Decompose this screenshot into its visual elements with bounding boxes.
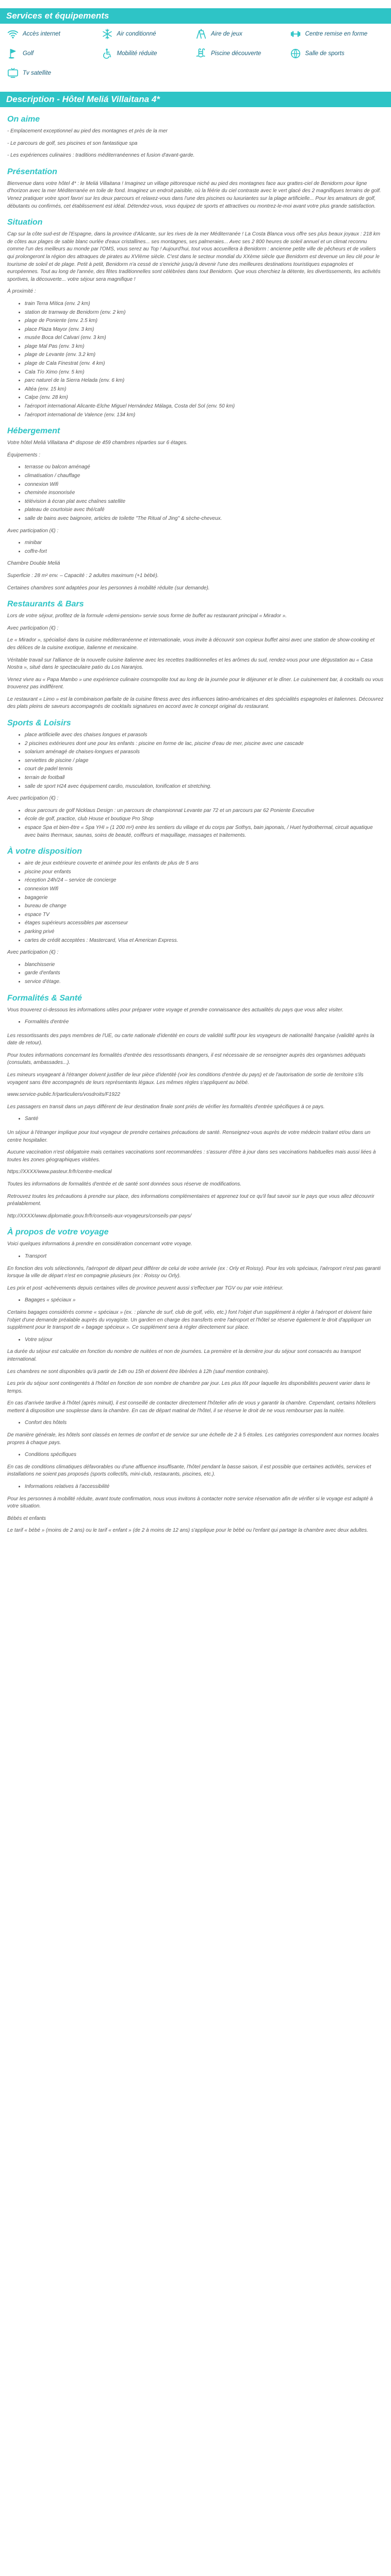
list-item: • réception 24h/24 – service de concierge — [25, 877, 384, 885]
dumbbell-icon — [290, 28, 301, 40]
paragraph: Un séjour à l'étranger implique pour tout voyageur de prendre certaines précautions de santé. Renseignez-vous auprès de votre médecin traitant et/ou dans un centre hospitalier. — [7, 1130, 370, 1143]
list-item: • cheminée insonorisée — [25, 489, 384, 497]
service-item — [7, 67, 102, 79]
list-item: • Votre séjour — [25, 1336, 384, 1344]
service-label: Aire de jeux — [211, 31, 242, 37]
service-label: Tv satellite — [23, 70, 51, 76]
paragraph: Cap sur la côte sud-est de l'Espagne, dans la province d'Alicante, sur les rives de la mer Méditerranée ! La Costa Blanca vous offre ses plus beaux joyaux : 218 km de côtes aux plages de sable blanc ourlée d'eaux cristallines... ses montagnes, ses palmeraies... Avec ses 2 800 heures de soleil annuel et un climat reconnu comme l'un des meilleurs au monde par l'OMS, vous serez au Top ! Aujourd'hui, tout vous accueillera à Benidorm : ancienne petite ville de pêcheurs et de voiliers qui prolongeront la région des attraques de pirates au XVIème siècle. C'est dans le secteur mondial du XXème siècle que Benidorm est devenue un lieu clé pour le tourisme de soleil et de plage. Petit à petit, Benidorm n'a cessé de s'enrichir jusqu'à devenir l'une des meilleures destinations touristiques espagnoles et européennes. Tout au long de l'année, des fêtes traditionnelles sont célébrées dans tout Benidorm. Que vous cherchiez la détente, les divertissements, les activités sportives, la découverte... votre séjour sera magnifique ! — [7, 231, 381, 282]
paragraph: Vous trouverez ci-dessous les informations utiles pour préparer votre voyage et prendre connaissance des actualités du pays que vous allez visiter. — [7, 1007, 344, 1013]
paragraph: Bébés et enfants — [7, 1515, 46, 1521]
snowflake-icon — [102, 28, 113, 40]
description-title: Description - Hôtel Meliá Villaitana 4* — [6, 94, 160, 104]
transport-list — [7, 1253, 384, 1261]
paid-sports-list — [7, 807, 384, 839]
equipment-list — [7, 464, 384, 522]
tv-icon — [7, 67, 19, 79]
paragraph: Venez vivre au « Papa Mambo » une expérience culinaire cosmopolite tout au long de la journée pour le déjeuner et le dîner. Le cuisinement bar, à cocktails ou vous trouverez pas indifférent. — [7, 676, 384, 690]
paragraph: De manière générale, les hôtels sont classés en termes de confort et de service sur une échelle de 2 à 5 étoiles. Les catégories correspondent aux normes locales propres à chaque pays. — [7, 1432, 379, 1446]
paragraph: - Le parcours de golf, ses piscines et son fantastique spa — [7, 140, 138, 146]
list-item: • train Terra Mítica (env. 2 km) — [25, 300, 384, 308]
list-item: • plateau de courtoisie avec thé/café — [25, 506, 384, 514]
service-item — [102, 47, 196, 60]
service-label: Centre remise en forme — [305, 31, 368, 37]
confort-list — [7, 1419, 384, 1427]
paragraph: Lors de votre séjour, profitez de la formule «demi-pension» servie sous forme de buffet au restaurant principal « Mirador ». — [7, 613, 287, 619]
list-item: • serviettes de piscine / plage — [25, 757, 384, 765]
list-item: • étages supérieurs accessibles par ascenseur — [25, 920, 384, 927]
list-item: • cartes de crédit acceptées : Mastercard, Visa et American Express. — [25, 937, 384, 945]
description-content — [0, 114, 391, 1535]
paragraph: Pour les personnes à mobilité réduite, avant toute confirmation, nous vous invitons à contacter notre service réservation afin de vérifier si le voyage est adapté à votre situation. — [7, 1496, 373, 1510]
list-item: • Santé — [25, 1115, 384, 1123]
list-item: • blanchisserie — [25, 961, 384, 969]
list-item: • station de tramway de Benidorm (env. 2 km) — [25, 309, 384, 317]
list-item: • Cala Tío Ximo (env. 5 km) — [25, 369, 384, 377]
list-item: • bureau de change — [25, 903, 384, 910]
paragraph: Avec participation (€) : — [7, 795, 59, 802]
conditions-list — [7, 1451, 384, 1459]
section-heading: On aime — [7, 115, 40, 124]
paragraph: En fonction des vols sélectionnés, l'aéroport de départ peut différer de celui de votre arrivée (ex : Orly et Roissy). Pour les vols spéciaux, l'aéroport n'est pas garanti lorsque la ville de départ n'est en compagnie plusieurs (ex : Roissy ou Orly). — [7, 1265, 381, 1279]
paragraph: Avec participation (€) : — [7, 528, 59, 534]
paragraph: Pour toutes informations concernant les formalités d'entrée des ressortissants étrangers, il est nécessaire de se renseigner auprès des organismes adéquats (consulats, ambassades...). — [7, 1052, 366, 1066]
infos-list — [7, 1483, 384, 1491]
list-item: • bagagerie — [25, 894, 384, 902]
service-item — [290, 28, 384, 40]
paragraph: - Les expériences culinaires : traditions méditerranéennes et fusion d'avant-garde. — [7, 152, 195, 159]
service-item — [7, 47, 102, 60]
bagages-list — [7, 1297, 384, 1304]
list-item: • piscine pour enfants — [25, 869, 384, 876]
section-heading: Situation — [7, 218, 43, 227]
list-item: • parking privé — [25, 928, 384, 936]
list-item: • école de golf, practice, club House et boutique Pro Shop — [25, 816, 384, 823]
paragraph: En cas de conditions climatiques défavorables ou d'une affluence insuffisante, l'hôtel pendant la basse saison, il est possible que certaines activités, services et installations ne soient pas proposés (sports collectifs, mini-club, restaurants, piscines, etc.). — [7, 1464, 371, 1478]
list-item: • espace Spa et bien-être « Spa YHI » (1 200 m²) entre les sentiers du village et du corps par Sothys, bain japonais, / Huet hydrothermal, circuit aquatique avec bains thermaux, saunas, soins de beauté, coiffeurs et maquillage, massages et traitements. — [25, 824, 384, 839]
list-item: • garde d'enfants — [25, 970, 384, 977]
service-label: Accès internet — [23, 31, 60, 37]
service-item — [102, 28, 196, 40]
section-heading: À propos de votre voyage — [7, 1228, 109, 1237]
list-item: • espace TV — [25, 911, 384, 919]
sports-icon — [290, 48, 301, 59]
paid-disposition-list — [7, 961, 384, 986]
list-item: • musée Boca del Calvari (env. 3 km) — [25, 334, 384, 342]
paragraph: Véritable travail sur l'alliance de la nouvelle cuisine italienne avec les recettes traditionnelles et les arômes du sud, rendez-vous pour une dégustation au « Casa Nostra », situé dans le spectaculaire patio du Los Naranjos. — [7, 657, 373, 671]
paragraph: Les chambres ne sont disponibles qu'à partir de 14h ou 15h et doivent être libérées à 12h (sauf mention contraire). — [7, 1368, 269, 1375]
nearby-list — [7, 300, 384, 419]
list-item: • plage de Poniente (env. 2.5 km) — [25, 317, 384, 325]
list-item: • terrasse ou balcon aménagé — [25, 464, 384, 471]
section-heading: Hébergement — [7, 427, 60, 436]
service-label: Salle de sports — [305, 50, 345, 57]
service-item — [290, 47, 384, 60]
pool-icon — [196, 48, 207, 59]
playground-icon — [196, 28, 207, 40]
health-list — [7, 1115, 384, 1123]
list-item: • deux parcours de golf Nicklaus Design : un parcours de championnat Levante par 72 et un parcours par 62 Poniente Executive — [25, 807, 384, 815]
paragraph: Les ressortissants des pays membres de l'UE, ou carte nationale d'identité en cours de validité suffit pour les voyageurs de nationalité française (validité après la date de retour). — [7, 1032, 374, 1046]
list-item: • l'aéroport international Alicante-Elche Miguel Hernández Málaga, Costa del Sol (env. 50 km) — [25, 403, 384, 411]
list-item: • Confort des hôtels — [25, 1419, 384, 1427]
list-item: • aire de jeux extérieure couverte et animée pour les enfants de plus de 5 ans — [25, 860, 384, 868]
section-heading: Restaurants & Bars — [7, 600, 84, 609]
paragraph: Certaines chambres sont adaptées pour les personnes à mobilité réduite (sur demande). — [7, 585, 210, 591]
paragraph: Les prix et post -achèvements depuis certaines villes de province peuvent aussi s'effectuer par TGV ou par voie intérieur. — [7, 1285, 284, 1291]
paragraph: Les mineurs voyageant à l'étranger doivent justifier de leur pièce d'identité (voir les conditions d'entrée du pays) et de l'autorisation de sortie de territoire s'ils voyagent sans être accompagnés de leurs représentants légaux. Les mêmes règles s'appliquent au bébé. — [7, 1072, 364, 1086]
list-item: • Transport — [25, 1253, 384, 1261]
service-item — [196, 47, 290, 60]
list-item: • service d'étage. — [25, 978, 384, 986]
list-item: • minibar — [25, 539, 384, 547]
list-item: • Calpe (env. 28 km) — [25, 394, 384, 402]
paragraph: Avec participation (€) : — [7, 625, 59, 631]
link[interactable]: https://XXXX/www.pasteur.fr/fr/centre-medical — [7, 1169, 112, 1175]
list-item: • plage de Levante (env. 3.2 km) — [25, 351, 384, 359]
list-item: • salle de bains avec baignoire, articles de toilette "The Ritual of Jing" & sèche-cheveux. — [25, 515, 384, 523]
paragraph: Avec participation (€) : — [7, 950, 59, 956]
paragraph: En cas d'arrivée tardive à l'hôtel (après minuit), il est conseillé de contacter directement l'hôtelier afin de vous y garantir la chambre. Cependant, certains hôteliers mettent à disposition une souplesse dans la chambre. En cas de départ matinal de l'hôtel, il se réserve le droit de ne vous rembourser pas la nuitée. — [7, 1400, 376, 1414]
paragraph: Les passagers en transit dans un pays différent de leur destination finale sont priés de vérifier les formalités d'entrée spécifiques à ce pays. — [7, 1104, 325, 1110]
paragraph: Toutes les informations de formalités d'entrée et de santé sont données sous réserve de modifications. — [7, 1181, 242, 1187]
list-item: • court de padel tennis — [25, 766, 384, 773]
section-heading: Présentation — [7, 167, 57, 176]
paragraph: Voici quelques informations à prendre en considération concernant votre voyage. — [7, 1241, 192, 1247]
list-item: • place Plaza Mayor (env. 3 km) — [25, 326, 384, 334]
list-item: • solarium aménagé de chaises-longues et parasols — [25, 749, 384, 756]
list-item: • plage Mal Pas (env. 3 km) — [25, 343, 384, 351]
list-item: • connexion Wifi — [25, 481, 384, 489]
paragraph: Certains bagages considérés comme « spéciaux » (ex. : planche de surf, club de golf, vélo, etc.) font l'objet d'un supplément à régler à l'aéroport et doivent faire l'objet d'une demande préalable auprès du voyagiste. Un gardien en charge des transferts entre l'aéroport et l'hôtel se réserve également le droit d'appliquer un supplément pour le transport de « bagage spécieux ». Ce supplément sera à régler directement sur place. — [7, 1309, 372, 1331]
link[interactable]: http://XXXX/www.diplomatie.gouv.fr/fr/conseils-aux-voyageurs/conseils-par-pays/ — [7, 1213, 192, 1219]
paragraph: Retrouvez toutes les précautions à prendre sur place, des informations complémentaires et apprenez tout ce qu'il faut savoir sur le pays que vous allez découvrir préalablement. — [7, 1193, 374, 1207]
paragraph: Votre hôtel Meliá Villaitana 4* dispose de 459 chambres réparties sur 6 étages. — [7, 440, 188, 446]
section-heading: Formalités & Santé — [7, 993, 82, 1003]
wheelchair-icon — [102, 48, 113, 59]
services-title: Services et équipements — [6, 11, 109, 21]
service-label: Mobilité réduite — [117, 50, 157, 57]
list-item: • plage de Cala Finestrat (env. 4 km) — [25, 360, 384, 368]
link[interactable]: www.service-public.fr/particuliers/vosdroits/F1922 — [7, 1092, 120, 1098]
paragraph: Les prix du séjour sont contingentés à l'hôtel en fonction de son nombre de chambre par jour. Les plus tôt pour laquelle les disponibilités peuvent varier dans le temps. — [7, 1381, 370, 1394]
list-item: • télévision à écran plat avec chaînes satellite — [25, 498, 384, 506]
list-item: • 2 piscines extérieures dont une pour les enfants : piscine en forme de lac, piscine d'eau de mer, piscine avec une cascade — [25, 740, 384, 748]
section-heading: Sports & Loisirs — [7, 719, 71, 728]
sejour-list — [7, 1336, 384, 1344]
list-item: • climatisation / chauffage — [25, 472, 384, 480]
wifi-icon — [7, 28, 19, 40]
description-band — [0, 92, 391, 107]
golf-flag-icon — [7, 48, 19, 59]
service-label: Piscine découverte — [211, 50, 262, 57]
room-details: Superficie : 28 m² env. – Capacité : 2 adultes maximum (+1 bébé). — [7, 572, 159, 579]
service-label: Air conditionné — [117, 31, 156, 37]
disposition-list — [7, 860, 384, 944]
service-item — [196, 28, 290, 40]
sports-list — [7, 732, 384, 790]
paragraph: - Emplacement exceptionnel au pied des montagnes et près de la mer — [7, 128, 168, 134]
paragraph: Le restaurant « Limo » est la combinaison parfaite de la cuisine fitness avec des influences latino-américaines et des spécialités espagnoles et italiennes. Découvrez des plats pleins de saveurs accompagnés de cocktails signatures en accord avec le concept original du restaurant. — [7, 696, 384, 710]
list-item: • place artificielle avec des chaises longues et parasols — [25, 732, 384, 739]
list-item: • connexion Wifi — [25, 886, 384, 893]
service-label: Golf — [23, 50, 34, 57]
paragraph: Bienvenue dans votre hôtel 4* : le Meliá Villaitana ! Imaginez un village pittoresque niché au pied des montagnes face aux grattes-ciel de Benidorm pour ligne d'horizon avec la mer Méditerranée en toile de fond. Imaginez un endroit paisible, où la féérie du ciel contraste avec le vert glacé des 2 magnifiques terrains de golf. Venez pratiquer votre sport favori sur les deux parcours et relaxez-vous dans l'une des piscines ou luxuriantes sur la plage artificielle... Pour les amateurs de golf, débutants ou confirmés, cet établissement est idéal. Détendez-vous, vous équipez de sports et attractives ou montrez-le-moi avant votre plus grande satisfaction. — [7, 180, 381, 209]
list-item: • Informations relatives à l'accessibilité — [25, 1483, 384, 1491]
list-item: • salle de sport H24 avec équipement cardio, musculation, tonification et stretching. — [25, 783, 384, 791]
paragraph: À proximité : — [7, 289, 36, 295]
list-item: • Conditions spécifiques — [25, 1451, 384, 1459]
services-grid — [0, 24, 391, 87]
room-name: Chambre Double Meliá — [7, 561, 60, 567]
service-item — [7, 28, 102, 40]
list-item: • Altéa (env. 15 km) — [25, 386, 384, 394]
paragraph: Équipements : — [7, 452, 40, 458]
services-band — [0, 8, 391, 24]
section-heading: À votre disposition — [7, 847, 82, 856]
list-item: • l'aéroport international de Valence (env. 134 km) — [25, 412, 384, 419]
list-item: • coffre-fort — [25, 548, 384, 556]
paragraph: Aucune vaccination n'est obligatoire mais certaines vaccinations sont recommandées : s'assurer d'être à jour dans ses vaccinations habituelles mais aussi liées à toutes les zones géographiques visitées. — [7, 1149, 376, 1163]
list-item: • Bagages « spéciaux » — [25, 1297, 384, 1304]
paragraph: Le « Mirador », spécialisé dans la cuisine méditerranéenne et internationale, vous invite à découvrir son copieux buffet ainsi avec une station de show-cooking et des délices de la cuisine exotique, italienne et mexicaine. — [7, 637, 375, 651]
paragraph: La durée du séjour est calculée en fonction du nombre de nuitées et non de journées. La première et la dernière jour du séjour sont consacrés au transport international. — [7, 1349, 361, 1362]
list-item: • parc naturel de la Sierra Helada (env. 6 km) — [25, 377, 384, 385]
formalities-list — [7, 1019, 384, 1026]
paid-equipment-list — [7, 539, 384, 555]
list-item: • Formalités d'entrée — [25, 1019, 384, 1026]
list-item: • terrain de football — [25, 774, 384, 782]
paragraph: Le tarif « bébé » (moins de 2 ans) ou le tarif « enfant » (de 2 à moins de 12 ans) s'applique pour le bébé ou l'enfant qui partage la chambre avec deux adultes. — [7, 1528, 368, 1534]
